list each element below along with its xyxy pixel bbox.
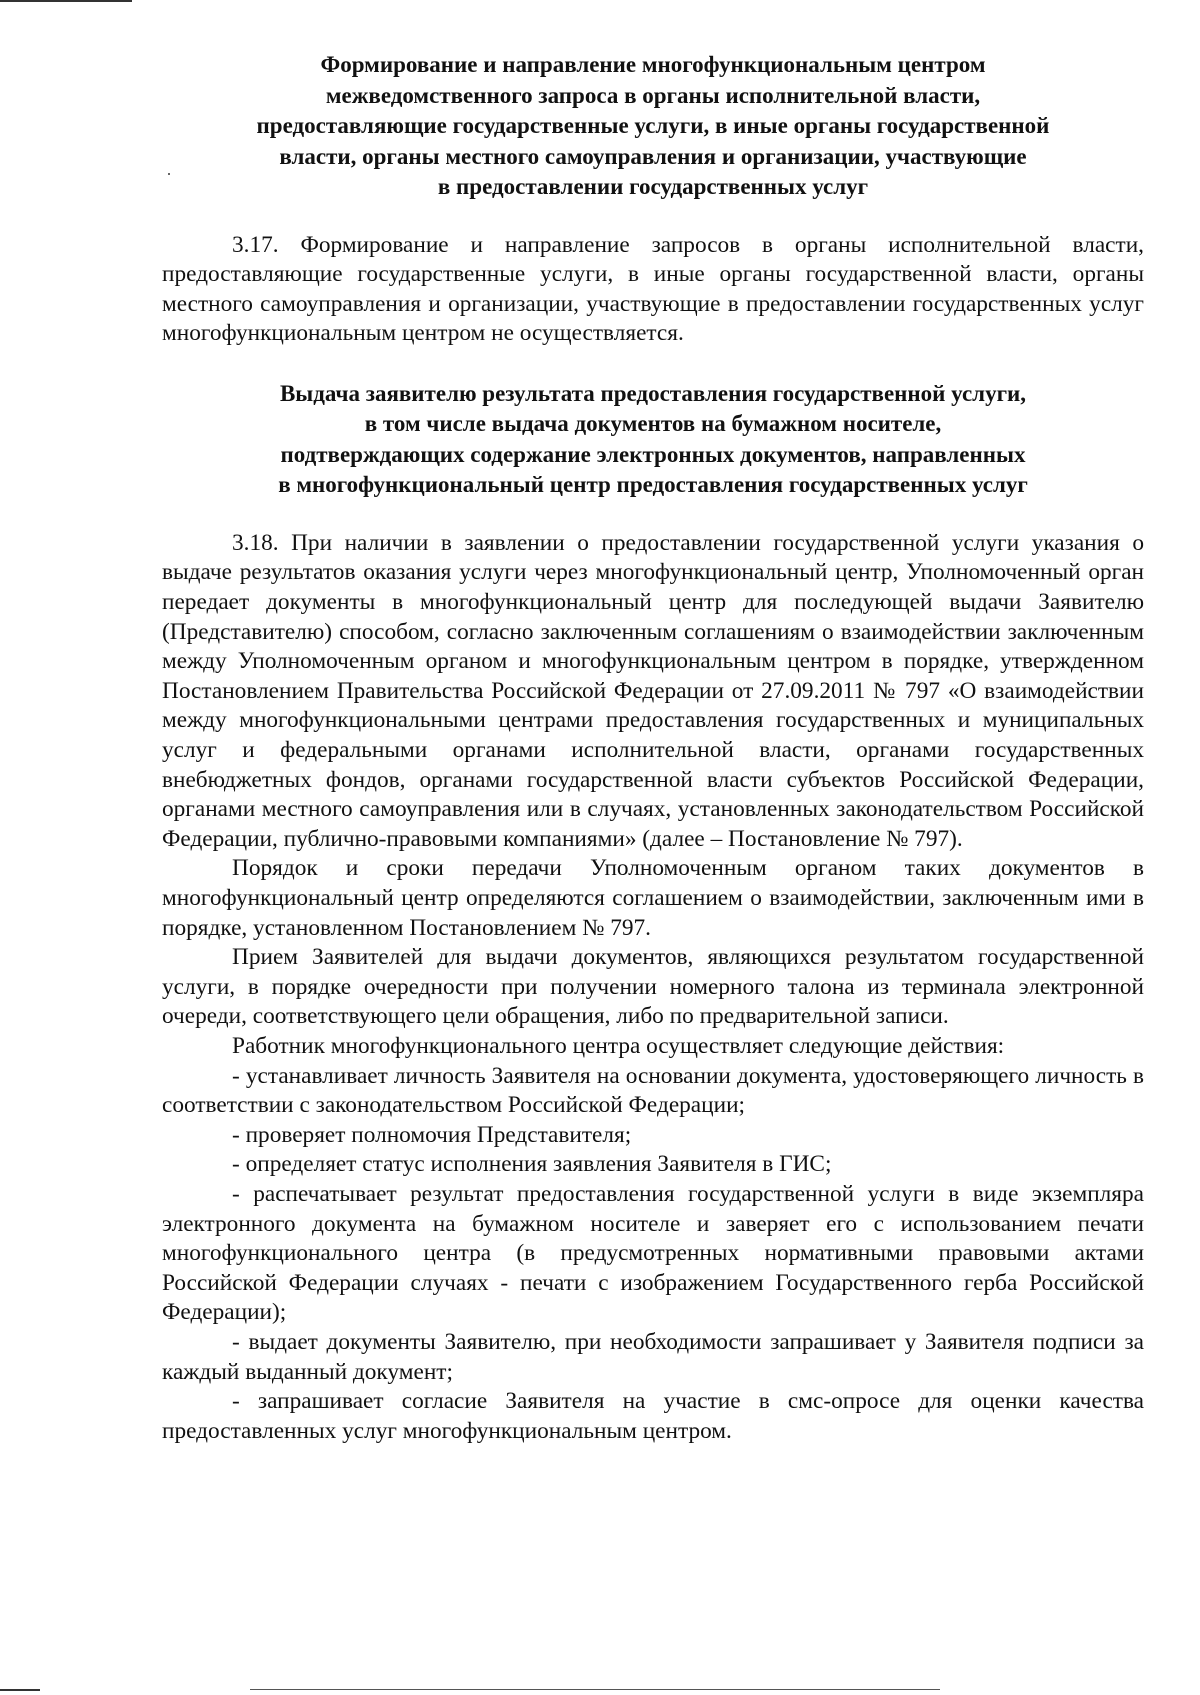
section-heading-issuing-result	[162, 379, 1144, 501]
action-item-issue-documents: - выдает документы Заявителю, при необходимости запрашивает у Заявителя подписи за каждый выданный документ;	[162, 1328, 1144, 1385]
heading-line: власти, органы местного самоуправления и организации, участвующие	[279, 143, 1027, 169]
heading-line: межведомственного запроса в органы исполнительной власти,	[325, 82, 981, 108]
action-item-check-authority: - проверяет полномочия Представителя;	[232, 1121, 632, 1148]
section-heading-interdepartmental-request	[162, 50, 1144, 203]
heading-line: в многофункциональный центр предоставления государственных услуг	[278, 472, 1028, 498]
heading-line: в том числе выдача документов на бумажном носителе,	[364, 411, 942, 437]
scan-artifact-bottom-left-line	[0, 1689, 40, 1691]
heading-line: подтверждающих содержание электронных документов, направленных	[280, 441, 1026, 467]
action-item-identify: - устанавливает личность Заявителя на основании документа, удостоверяющего личность в соответствии с законодательством Российской Федерации;	[162, 1062, 1144, 1119]
document-body	[162, 50, 1144, 1446]
heading-line: в предоставлении государственных услуг	[437, 174, 869, 199]
heading-line: Выдача заявителю результата предоставления государственной услуги,	[279, 380, 1027, 406]
action-item-sms-survey: - запрашивает согласие Заявителя на участие в смс-опросе для оценки качества предоставленных услуг многофункциональным центром.	[162, 1388, 1144, 1444]
paragraph-3-18: 3.18. При наличии в заявлении о предоставлении государственной услуги указания о выдаче результатов оказания услуги через многофункциональный центр, Уполномоченный орган передает документы в многофункциональный центр для последующей выдачи Заявителю (Представителю) способом, согласно заключенным соглашениям о взаимодействии заключенным между Уполномоченным органом и многофункциональным центром в порядке, утвержденном Постановлением Правительства Российской Федерации от 27.09.2011 № 797 «О взаимодействии между многофункциональными центрами предоставления государственных и муниципальных услуг и федеральными органами исполнительной власти, органами государственных внебюджетных фондов, органами государственной власти субъектов Российской Федерации, органами местного самоуправления или в случаях, установленных законодательством Российской Федерации, публично-правовыми компаниями» (далее – Постановление № 797).	[162, 529, 1144, 852]
scan-artifact-top-line	[0, 0, 132, 2]
paragraph-worker-actions-intro: Работник многофункционального центра осуществляет следующие действия:	[232, 1032, 1005, 1059]
paragraph-transfer-order: Порядок и сроки передачи Уполномоченным органом таких документов в многофункциональный центр определяются соглашением о взаимодействии, заключенным ими в порядке, установленном Постановлением № 797.	[162, 855, 1144, 941]
heading-line: предоставляющие государственные услуги, в иные органы государственной	[256, 113, 1050, 138]
action-item-status: - определяет статус исполнения заявления Заявителя в ГИС;	[232, 1151, 832, 1178]
paragraph-reception: Прием Заявителей для выдачи документов, являющихся результатом государственной услуги, в порядке очередности при получении номерного талона из терминала электронной очереди, соответствующего цели обращения, либо по предварительной записи.	[162, 944, 1144, 1030]
heading-line: Формирование и направление многофункциональным центром	[320, 52, 986, 77]
action-item-print-result: - распечатывает результат предоставления государственной услуги в виде экземпляра электронного документа на бумажном носителе и заверяет его с использованием печати многофункционального центра (в предусмотренных нормативными правовыми актами Российской Федерации случаях - печати с изображением Государственного герба Российской Федерации);	[162, 1180, 1144, 1326]
scan-artifact-bottom-center-line	[250, 1689, 940, 1690]
paragraph-3-17: 3.17. Формирование и направление запросов в органы исполнительной власти, предоставляющие государственные услуги, в иные органы государственной власти, органы местного самоуправления и организации, участвующие в предоставлении государственных услуг многофункциональным центром не осуществляется.	[162, 231, 1144, 347]
